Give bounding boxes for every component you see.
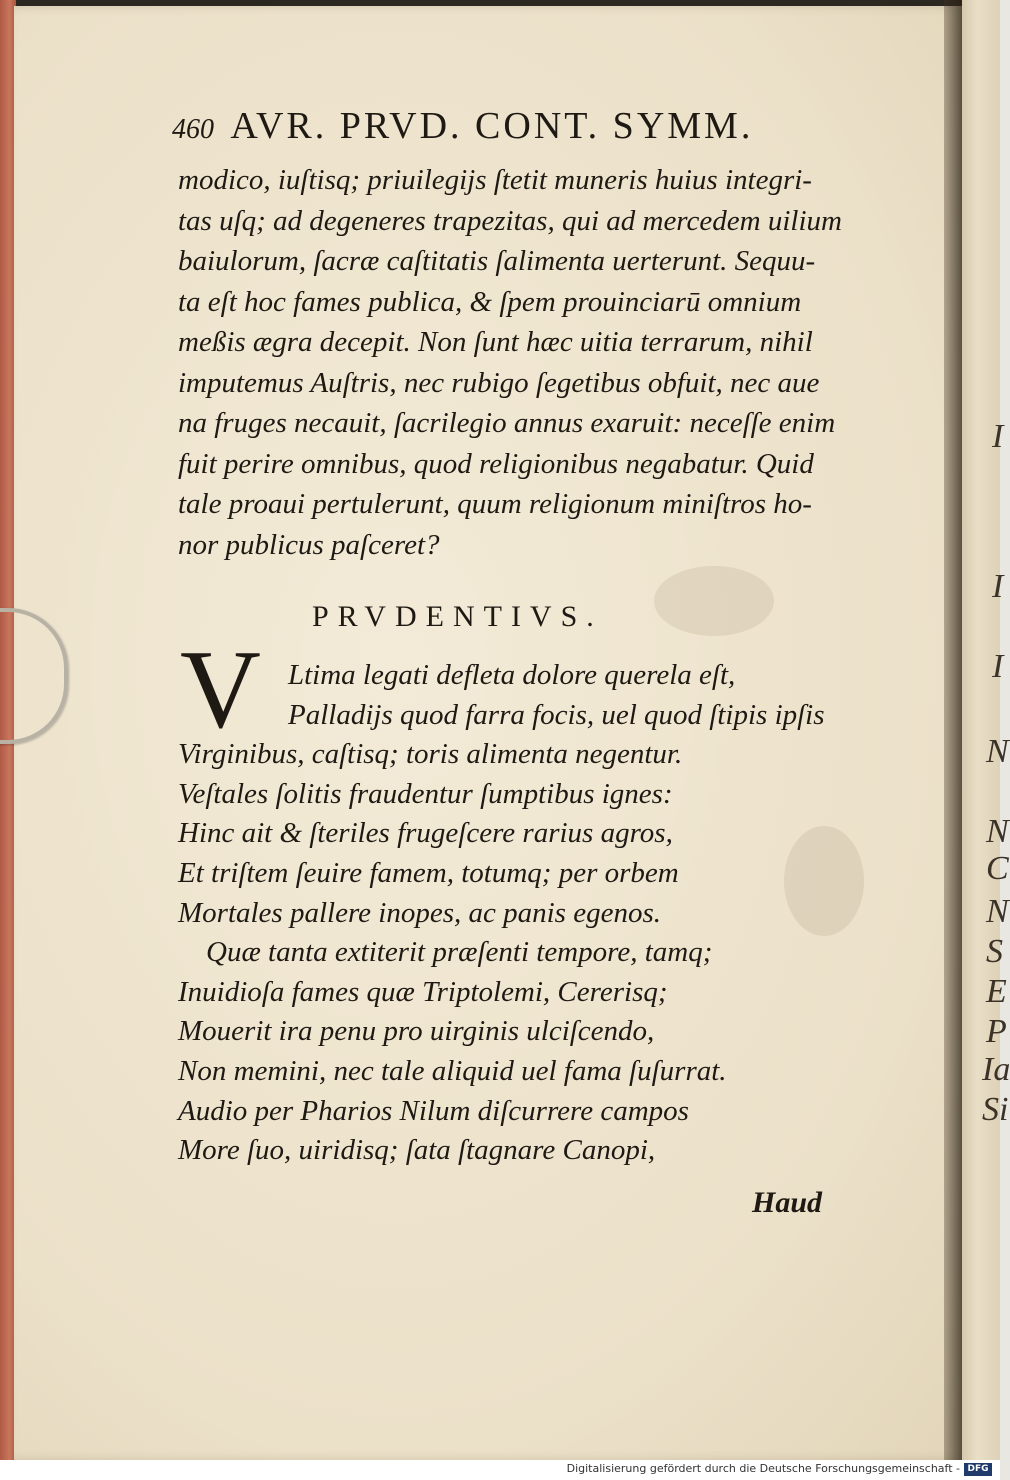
bleed-letter: N [986, 893, 1009, 930]
prose-line: imputemus Auſtris, nec rubigo ſegetibus obfuit, nec aue [178, 366, 820, 399]
prose-line: na fruges necauit, ſacrilegio annus exaruit: neceſſe enim [178, 407, 836, 439]
prose-line: modico, iuſtisq; priuilegijs ſtetit muneris huius integri- [178, 164, 812, 196]
verse-line: Mouerit ira penu pro uirginis ulciſcendo, [178, 1015, 655, 1048]
bleed-letter: E [986, 973, 1007, 1010]
bleed-letter: P [986, 1013, 1007, 1050]
bleed-letter: I [992, 648, 1004, 685]
page-number: 460 [172, 114, 214, 145]
bleed-letter: I [992, 568, 1004, 605]
funding-credit: Digitalisierung gefördert durch die Deutsche Forschungsgemeinschaft - [566, 1462, 960, 1475]
bleed-letter: N [986, 733, 1009, 770]
prose-line: nor publicus paſceret? [178, 528, 440, 561]
digitization-footer [0, 1460, 1000, 1480]
bleed-letter: Si [982, 1091, 1009, 1128]
drop-cap: V [180, 628, 261, 752]
prose-line: meßis ægra decepit. Non ſunt hæc uitia terrarum, nihil [178, 326, 813, 358]
verse-line: Hinc ait & ſteriles frugeſcere rarius agros, [178, 817, 673, 850]
verse-line: Non memini, nec tale aliquid uel fama ſuſurrat. [178, 1054, 727, 1087]
running-title: AVR. PRVD. CONT. SYMM. [230, 105, 754, 147]
verse-line: More ſuo, uiridisq; ſata ſtagnare Canopi, [178, 1134, 656, 1167]
prose-line: fuit perire omnibus, quod religionibus negabatur. Quid [178, 447, 814, 480]
verse-line: Inuidioſa fames quæ Triptolemi, Cererisq; [178, 975, 668, 1008]
bleed-letter: Ia [982, 1051, 1010, 1088]
verse-line: Mortales pallere inopes, ac panis egenos. [178, 896, 661, 929]
bleed-letter: I [992, 418, 1004, 455]
bleed-letter: N [986, 813, 1009, 850]
running-head [172, 104, 862, 148]
verse-line: Veſtales ſolitis fraudentur ſumptibus ignes: [178, 777, 673, 810]
page-gutter [944, 0, 964, 1460]
verse-line: Audio per Pharios Nilum diſcurrere campos [178, 1094, 689, 1127]
prose-paragraph [178, 160, 878, 565]
page-stain [654, 566, 774, 636]
prose-line: tale proaui pertulerunt, quum religionum miniſtros ho- [178, 488, 812, 520]
prose-line: ta eſt hoc fames publica, & ſpem prouinciarū omnium [178, 285, 802, 318]
verse-line: Quæ tanta extiterit præſenti tempore, tamq; [206, 936, 713, 969]
dfg-logo-icon: DFG [964, 1463, 992, 1476]
verse-line: Virginibus, caſtisq; toris alimenta negentur. [178, 738, 683, 771]
verse-line: Palladijs quod farra focis, uel quod ſtipis ipſis [288, 698, 825, 731]
next-page-edge [962, 0, 1010, 1460]
speaker-heading: PRVDENTIVS. [312, 600, 603, 633]
verse-line: Ltima legati defleta dolore querela eſt, [288, 659, 736, 691]
bleed-letter: C [986, 850, 1009, 887]
verse-line: Et triſtem ſeuire famem, totumq; per orbem [178, 856, 679, 889]
catchword: Haud [752, 1186, 823, 1219]
bleed-letter: S [986, 933, 1003, 970]
prose-line: baiulorum, ſacræ caſtitatis ſalimenta uerterunt. Sequu- [178, 245, 816, 277]
verse-block [178, 656, 878, 1171]
prose-line: tas uſq; ad degeneres trapezitas, qui ad mercedem uilium [178, 204, 842, 237]
